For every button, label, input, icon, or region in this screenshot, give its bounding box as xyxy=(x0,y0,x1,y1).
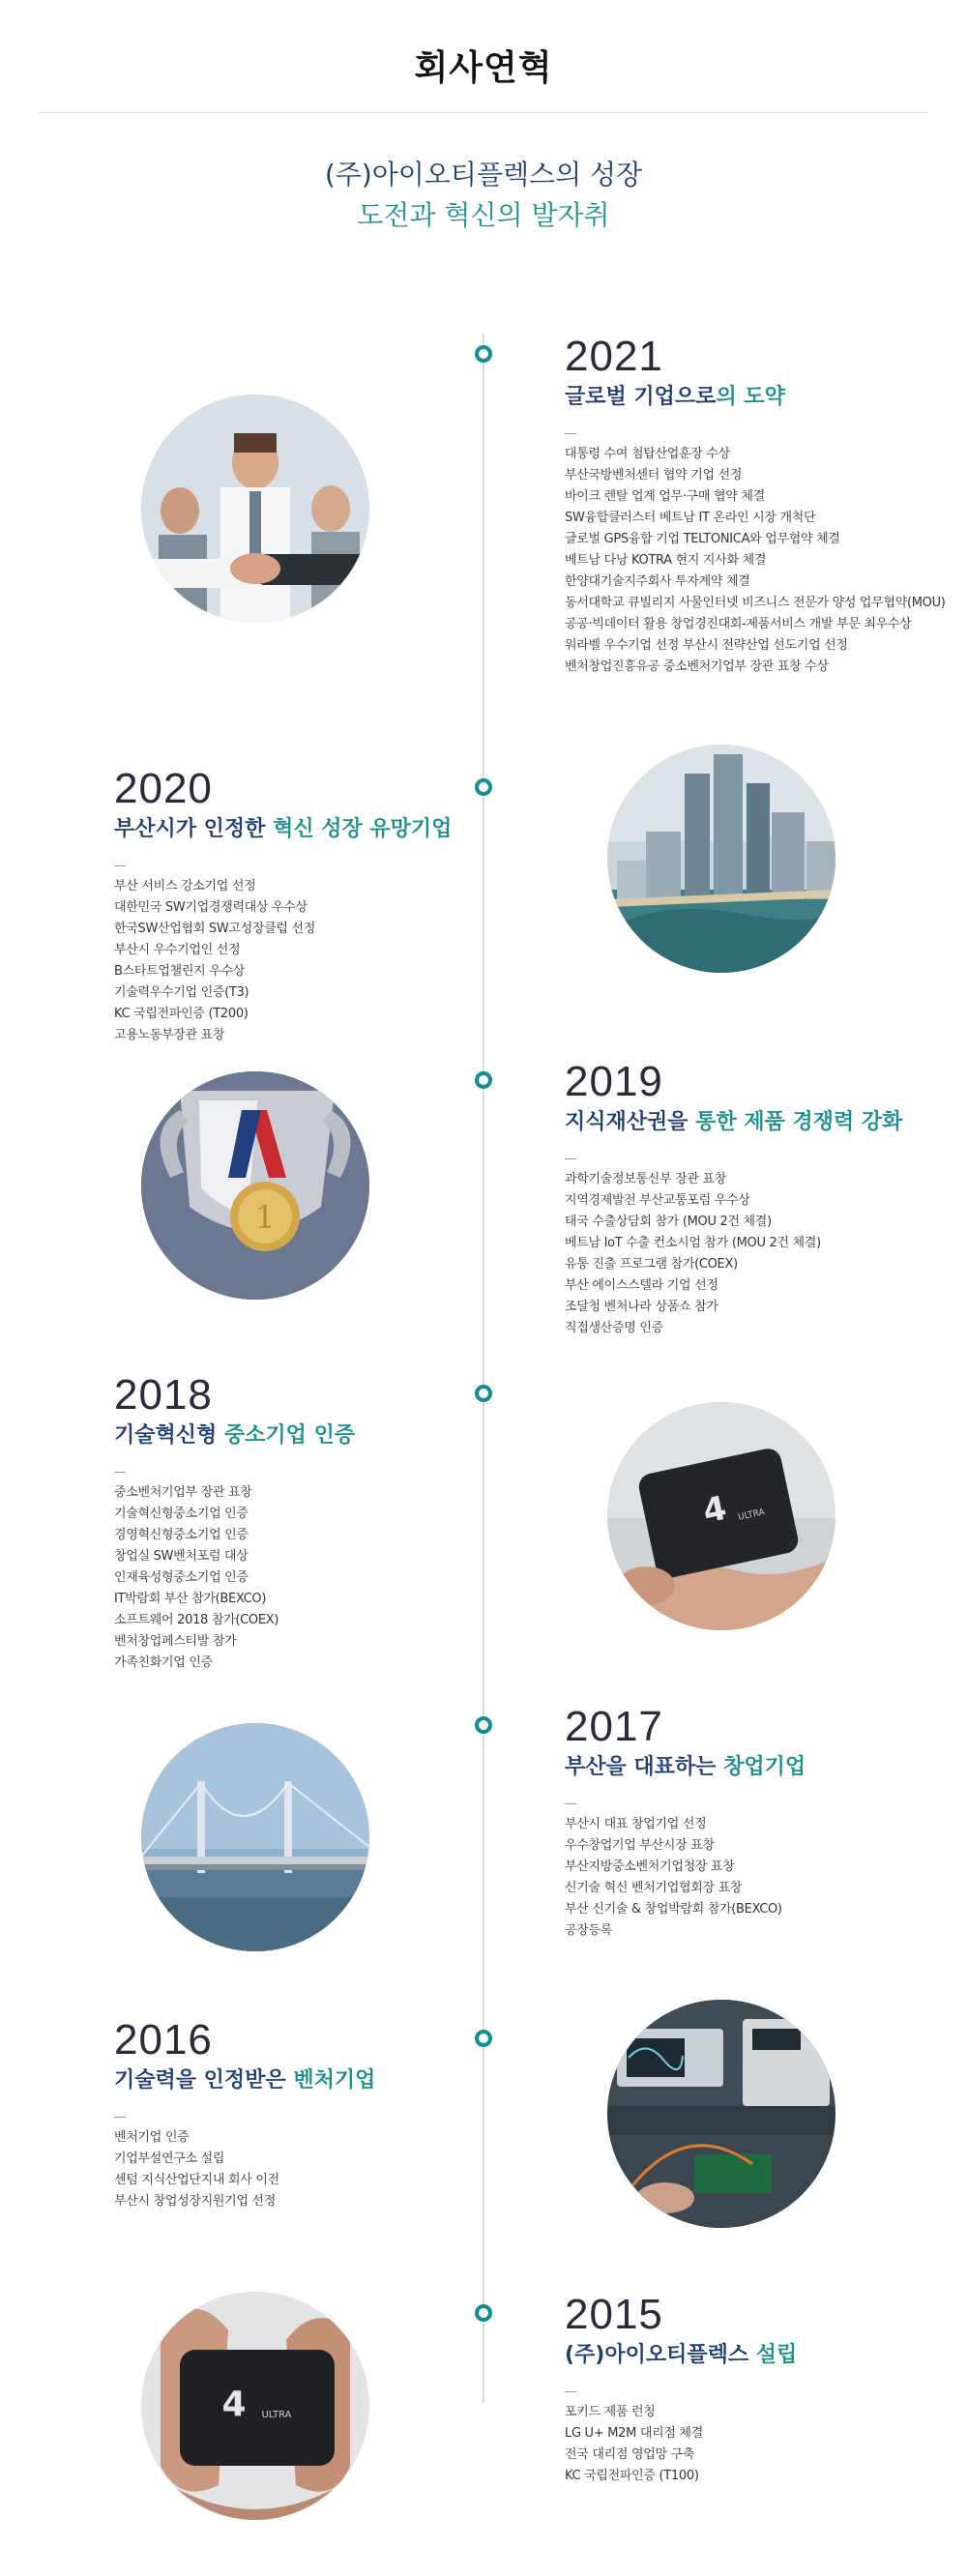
list-item: 경영혁신형중소기업 인증 xyxy=(114,1528,249,1542)
achievement-list xyxy=(565,1814,952,1942)
list-item: 대한민국 SW기업경쟁력대상 우수상 xyxy=(114,900,308,915)
timeline-dot-2017 xyxy=(475,1716,492,1734)
list-item: 지역경제발전 부산교통포럼 우수상 xyxy=(565,1193,750,1208)
achievement-list xyxy=(114,2127,462,2212)
heading-part-a: 기술력을 인정받은 xyxy=(114,2068,294,2093)
short-divider xyxy=(565,433,576,434)
timeline-dot-2019 xyxy=(475,1071,492,1089)
list-item: 중소벤처기업부 장관 표창 xyxy=(114,1485,252,1500)
timeline-entry-2020 xyxy=(114,767,462,1046)
year-label: 2018 xyxy=(114,1371,213,1419)
timeline-entry-2016 xyxy=(114,2018,462,2212)
heading-part-a: 기술혁신형 xyxy=(114,1423,224,1448)
list-item: 바이크 렌탈 업계 업무·구매 협약 체결 xyxy=(565,489,765,504)
electronics-lab-photo xyxy=(607,2000,835,2228)
short-divider xyxy=(114,865,126,866)
busan-city-skyline-photo xyxy=(607,745,835,973)
list-item: 센텀 지식산업단지내 회사 이전 xyxy=(114,2173,279,2187)
list-item: 부산시 우수기업인 선정 xyxy=(114,943,241,957)
list-item: 소프트웨어 2018 참가(COEX) xyxy=(114,1613,279,1627)
intro-line-2: 도전과 혁신의 발자취 xyxy=(357,199,610,231)
list-item: B스타트업챌린지 우수상 xyxy=(114,964,246,979)
list-item: SW융합클러스터 베트남 IT 온라인 시장 개척단 xyxy=(565,511,816,525)
list-item: 우수창업기업 부산시장 표창 xyxy=(565,1838,715,1853)
heading-part-a: 부산을 대표하는 xyxy=(565,1755,724,1779)
svg-text:1: 1 xyxy=(254,1199,276,1236)
year-label: 2021 xyxy=(565,333,663,380)
list-item: 가족친화기업 인증 xyxy=(114,1655,213,1670)
list-item: 직접생산증명 인증 xyxy=(565,1321,663,1335)
list-item: 공장등록 xyxy=(565,1923,613,1938)
list-item: 과학기술정보통신부 장관 표창 xyxy=(565,1172,727,1186)
list-item: 벤처창업진흥유공 중소벤처기업부 장관 표창 수상 xyxy=(565,659,829,674)
heading-part-a: (주)아이오티플렉스 xyxy=(565,2343,756,2367)
list-item: 부산국방벤처센터 협약 기업 선정 xyxy=(565,468,743,483)
list-item: 고용노동부장관 표창 xyxy=(114,1028,225,1042)
list-item: 부산시 창업성장지원기업 선정 xyxy=(114,2194,277,2209)
list-item: 한국SW산업협회 SW고성장클럽 선정 xyxy=(114,922,316,936)
list-item: LG U+ M2M 대리점 체결 xyxy=(565,2426,703,2441)
entry-heading xyxy=(114,815,462,844)
list-item: 벤처기업 인증 xyxy=(114,2130,190,2145)
achievement-list xyxy=(114,1482,462,1674)
list-item: 한양대기술지주회사 투자계약 체결 xyxy=(565,574,750,589)
gps-device-in-hand-photo xyxy=(607,1402,835,1630)
timeline-entry-2018 xyxy=(114,1373,462,1674)
list-item: 태국 수출상담회 참가 (MOU 2건 체결) xyxy=(565,1215,772,1229)
timeline-dot-2015 xyxy=(475,2304,492,2322)
year-label: 2015 xyxy=(565,2291,663,2338)
heading-part-b: 의 도약 xyxy=(716,385,785,409)
list-item: KC 국립전파인증 (T100) xyxy=(565,2469,699,2483)
intro-line-1: (주)아이오티플렉스의 성장 xyxy=(324,159,643,190)
list-item: IT박람회 부산 참가(BEXCO) xyxy=(114,1592,267,1606)
heading-part-a: 지식재산권을 xyxy=(565,1110,696,1134)
timeline-dot-2018 xyxy=(475,1385,492,1402)
short-divider xyxy=(565,2391,576,2392)
timeline-entry-2021 xyxy=(565,335,952,678)
timeline-entry-2017 xyxy=(565,1705,952,1942)
list-item: 기술력우수기업 인증(T3) xyxy=(114,985,249,1000)
achievement-list xyxy=(565,1169,952,1339)
heading-part-b: 중소기업 인증 xyxy=(223,1423,356,1448)
title-divider xyxy=(39,112,928,113)
heading-part-b: 벤처기업 xyxy=(293,2068,376,2093)
list-item: 유통 진출 프로그램 참가(COEX) xyxy=(565,1257,738,1272)
entry-heading xyxy=(114,2066,462,2095)
list-item: 벤처창업페스티발 참가 xyxy=(114,1634,237,1649)
heading-part-a: 글로벌 기업으로 xyxy=(565,385,717,409)
list-item: 부산 신기술 & 창업박람회 참가(BEXCO) xyxy=(565,1902,782,1917)
list-item: 부산시 대표 창업기업 선정 xyxy=(565,1817,707,1831)
list-item: 전국 대리점 영업망 구축 xyxy=(565,2447,695,2462)
short-divider xyxy=(565,1158,576,1159)
list-item: 워라벨 우수기업 선정 부산시 전략산업 선도기업 선정 xyxy=(565,638,848,653)
achievement-list xyxy=(114,876,462,1046)
heading-part-a: 부산시가 인정한 xyxy=(114,817,274,841)
list-item: 대통령 수여 첨탑산업훈장 수상 xyxy=(565,447,730,461)
timeline-entry-2019 xyxy=(565,1060,952,1339)
gps-device-held-photo xyxy=(141,2292,369,2520)
svg-text:4: 4 xyxy=(221,2385,247,2424)
list-item: 공공·빅데이터 활용 창업경진대회-제품서비스 개발 부문 최우수상 xyxy=(565,617,912,631)
year-label: 2019 xyxy=(565,1058,663,1105)
list-item: 부산 서비스 강소기업 선정 xyxy=(114,879,256,893)
achievement-list xyxy=(565,444,952,678)
list-item: 동서대학교 큐빌리지 사물인터넷 비즈니스 전문가 양성 업무협약(MOU) xyxy=(565,596,946,610)
list-item: 기업부설연구소 설립 xyxy=(114,2152,225,2166)
timeline-dot-2020 xyxy=(475,778,492,796)
svg-text:4: 4 xyxy=(699,1488,730,1532)
list-item: 포키드 제품 런칭 xyxy=(565,2405,656,2419)
device-brand-text: ULTRA xyxy=(737,1508,766,1523)
short-divider xyxy=(114,2117,126,2118)
timeline-dot-2021 xyxy=(475,345,492,363)
list-item: KC 국립전파인증 (T200) xyxy=(114,1007,249,1021)
year-label: 2020 xyxy=(114,765,213,812)
short-divider xyxy=(114,1472,126,1473)
timeline-line xyxy=(483,334,484,2403)
list-item: 글로벌 GPS융합 기업 TELTONICA와 업무협약 체결 xyxy=(565,532,840,546)
achievement-list xyxy=(565,2402,952,2487)
heading-part-b: 설립 xyxy=(755,2343,798,2367)
business-handshake-photo xyxy=(141,395,369,623)
list-item: 베트남 다낭 KOTRA 현지 지사화 체결 xyxy=(565,553,767,568)
year-label: 2016 xyxy=(114,2016,213,2064)
intro xyxy=(0,155,967,236)
list-item: 인재육성형중소기업 인증 xyxy=(114,1570,249,1585)
short-divider xyxy=(565,1803,576,1804)
entry-heading xyxy=(114,1421,462,1450)
heading-part-b: 혁신 성장 유망기업 xyxy=(273,817,453,841)
svg-text:ULTRA: ULTRA xyxy=(261,2410,292,2420)
entry-heading xyxy=(565,2341,952,2370)
entry-heading xyxy=(565,1108,952,1137)
trophy-medal-photo xyxy=(141,1071,369,1300)
list-item: 베트남 IoT 수출 컨소시엄 참가 (MOU 2건 체결) xyxy=(565,1236,821,1250)
heading-part-b: 통한 제품 경쟁력 강화 xyxy=(695,1110,903,1134)
timeline-entry-2015 xyxy=(565,2293,952,2487)
year-label: 2017 xyxy=(565,1703,663,1750)
list-item: 조달청 벤처나라 상품쇼 참가 xyxy=(565,1300,718,1314)
heading-part-b: 창업기업 xyxy=(723,1755,806,1779)
timeline-dot-2016 xyxy=(475,2030,492,2047)
entry-heading xyxy=(565,1753,952,1782)
list-item: 창업실 SW벤처포럼 대상 xyxy=(114,1549,249,1564)
page-title: 회사연혁 xyxy=(414,48,553,88)
list-item: 부산 에이스스텔라 기업 선정 xyxy=(565,1278,718,1293)
list-item: 신기술 혁신 벤처기업협회장 표창 xyxy=(565,1881,743,1895)
entry-heading xyxy=(565,383,952,412)
list-item: 기술혁신형중소기업 인증 xyxy=(114,1507,249,1521)
gwangan-bridge-photo xyxy=(141,1723,369,1951)
list-item: 부산지방중소벤처기업청장 표창 xyxy=(565,1859,735,1874)
